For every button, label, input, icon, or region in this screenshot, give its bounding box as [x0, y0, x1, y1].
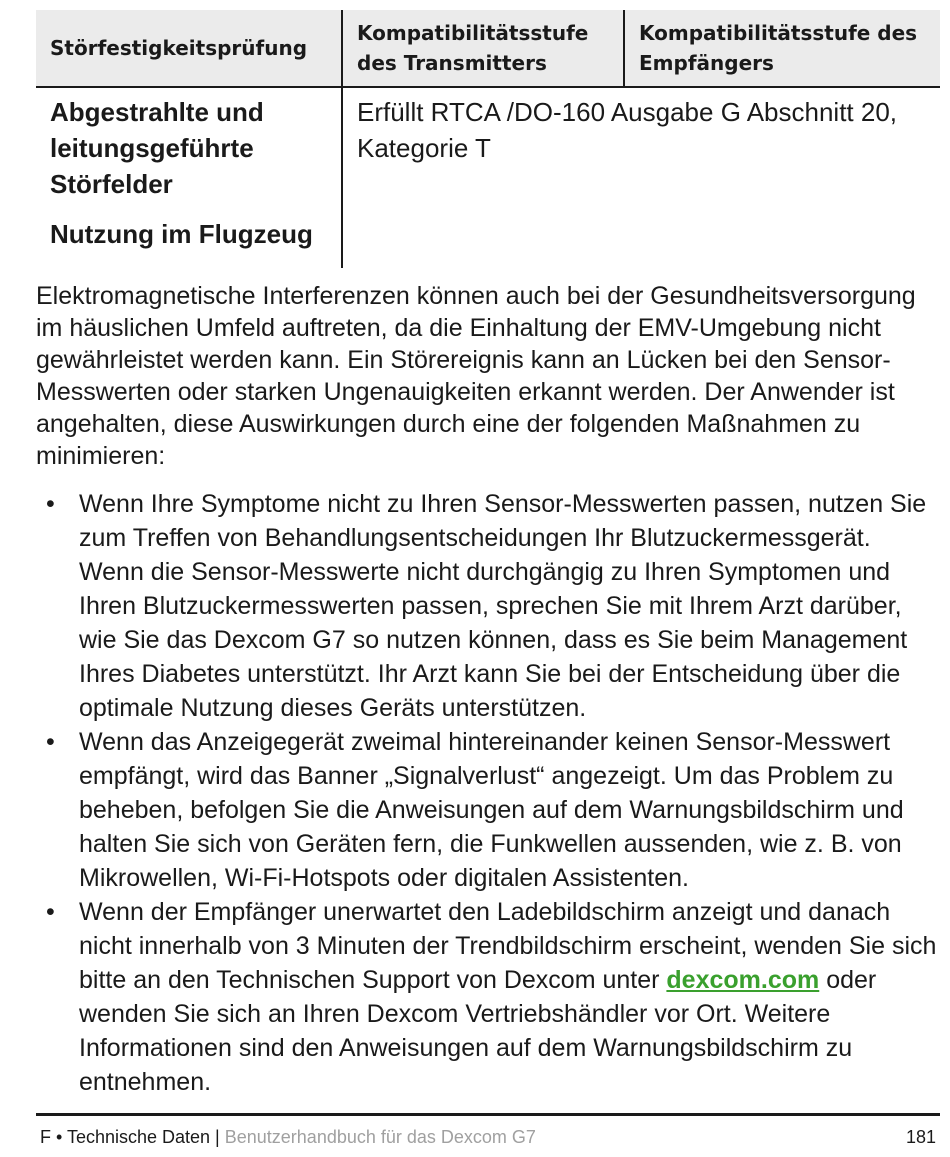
bullet-icon: •: [46, 490, 55, 518]
row-value-cell: Erfüllt RTCA /DO-160 Ausgabe G Abschnitt 20, Kategorie T: [341, 88, 940, 268]
list-item: [36, 895, 942, 1099]
row-label-aircraft-use: Nutzung im Flugzeug: [50, 219, 313, 249]
header-transmitter-level: Kompatibilitätsstufe des Transmitters: [341, 10, 623, 86]
intro-paragraph: Elektromagnetische Interferenzen können auch bei der Gesundheitsversorgung im häuslichen Umfeld auftreten, da die Einhaltung der EMV-Umgebung nicht gewährleistet werden kann. Ein Störereignis kann an Lücken bei den Sensor-Messwerten oder starken Ungenauigkeiten erkannt werden. Der Anwender ist angehalten, diese Auswirkungen durch eine der folgenden Maßnahmen zu minimieren:: [36, 282, 916, 470]
table-header: [36, 10, 940, 88]
immunity-table: [36, 10, 940, 268]
list-item-text-after-link: oder wenden Sie sich an Ihren Dexcom Vertriebshändler vor Ort. Weitere Informationen sind den Anweisungen auf dem Warnungsbildschirm zu entnehmen.: [79, 966, 877, 1096]
footer-manual-title: Benutzerhandbuch für das Dexcom G7: [224, 1127, 536, 1147]
list-item: [36, 725, 942, 895]
page-number: 181: [905, 1127, 936, 1147]
list-item-text: Wenn das Anzeigegerät zweimal hintereinander keinen Sensor-Messwert empfängt, wird das Banner „Signalverlust“ angezeigt. Um das Problem zu beheben, befolgen Sie die Anweisungen auf dem Warnungsbildschirm und halten Sie sich von Geräten fern, die Funkwellen aussenden, wie z. B. von Mikrowellen, Wi-Fi-Hotspots oder digitalen Assistenten.: [79, 728, 904, 892]
header-immunity-test: Störfestigkeitsprüfung: [50, 36, 308, 60]
list-item-text: Wenn Ihre Symptome nicht zu Ihren Sensor-Messwerten passen, nutzen Sie zum Treffen von Behandlungsentscheidungen Ihr Blutzuckermessgerät. Wenn die Sensor-Messwerte nicht durchgängig zu Ihren Symptomen und Ihren Blutzuckermesswerten passen, sprechen Sie mit Ihrem Arzt darüber, wie Sie das Dexcom G7 so nutzen können, dass es Sie beim Management Ihres Diabetes unterstützt. Ihr Arzt kann Sie bei der Entscheidung über die optimale Nutzung dieses Geräts unterstützen.: [79, 490, 927, 722]
row-label-radiated-conducted: Abgestrahlte und leitungsgeführte Störfelder: [50, 97, 264, 199]
bullet-icon: •: [46, 728, 55, 756]
footer-section-label: [40, 1126, 536, 1148]
dexcom-link[interactable]: dexcom.com: [666, 966, 820, 994]
footer-section: F • Technische Daten |: [40, 1127, 225, 1147]
row-labels-cell: [36, 88, 341, 268]
list-item: [36, 487, 942, 725]
footer-divider: [36, 1113, 940, 1116]
header-receiver-level: Kompatibilitätsstufe des Empfängers: [623, 10, 940, 86]
list-item-text-before-link: Wenn der Empfänger unerwartet den Ladebildschirm anzeigt und danach nicht innerhalb von 3 Minuten der Trendbildschirm erscheint, wenden Sie sich bitte an den Technischen Support von Dexcom unter: [79, 898, 937, 994]
table-row: [36, 88, 940, 268]
page-footer: [40, 1126, 936, 1148]
bullet-icon: •: [46, 898, 55, 926]
measures-list: [36, 487, 942, 1099]
